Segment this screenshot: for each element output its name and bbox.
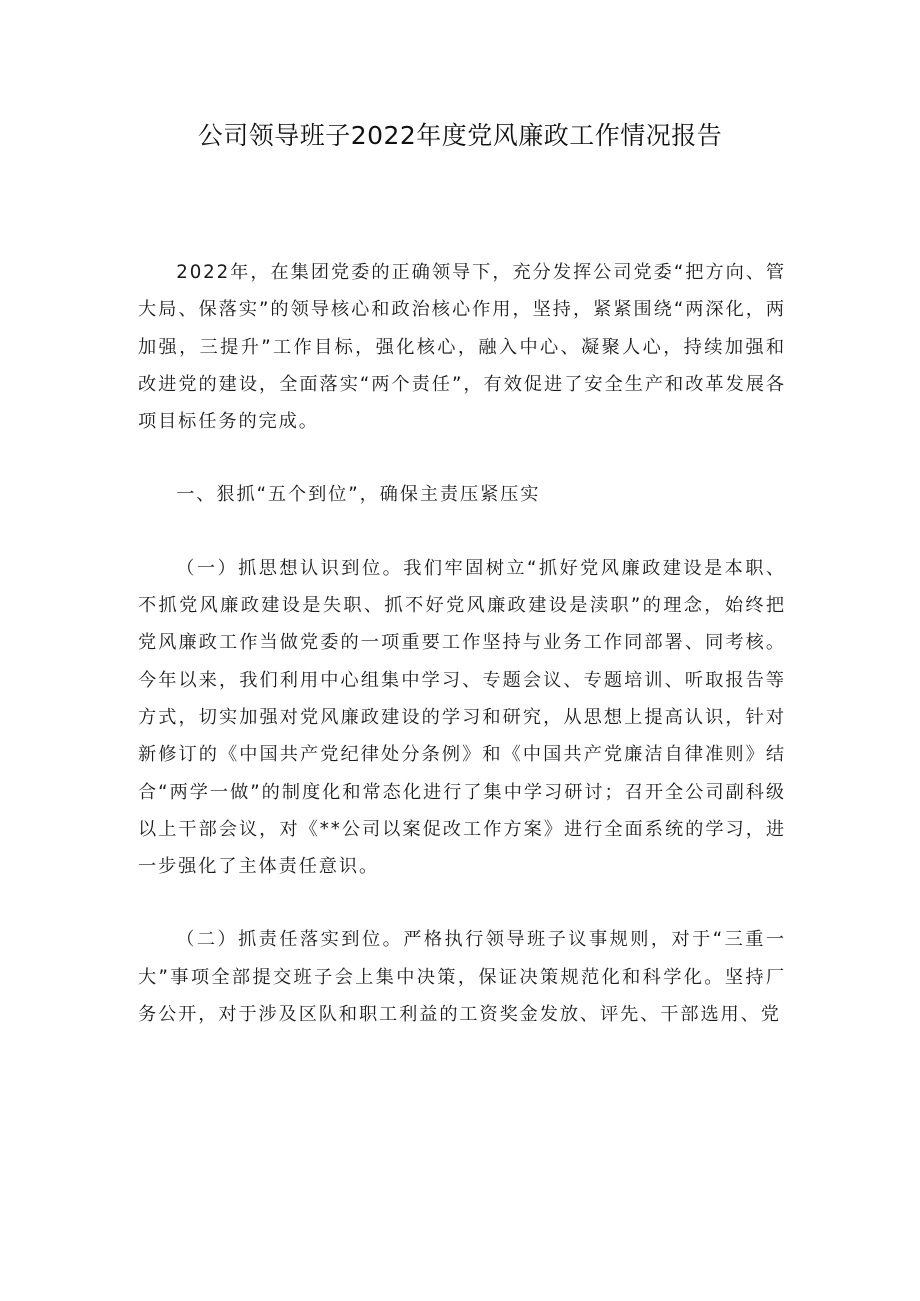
subsection-paragraph-1: （一）抓思想认识到位。我们牢固树立“抓好党风廉政建设是本职、不抓党风廉政建设是失职、抓不好党风廉政建设是渎职”的理念，始终把党风廉政工作当做党委的一项重要工作坚持与业务工作同部署、同考核。今年以来，我们利用中心组集中学习、专题会议、专题培训、听取报告等方式，切实加强对党风廉政建设的学习和研究，从思想上提高认识，针对新修订的《中国共产党纪律处分条例》和《中国共产党廉洁自律准则》结合“两学一做”的制度化和常态化进行了集中学习研讨；召开全公司副科级以上干部会议，对《**公司以案促改工作方案》进行全面系统的学习，进一步强化了主体责任意识。: [138, 557, 786, 878]
document-title: 公司领导班子2022年度党风廉政工作情况报告: [197, 121, 723, 150]
document-body: [138, 254, 786, 1033]
subsection-paragraph-2: （二）抓责任落实到位。严格执行领导班子议事规则，对于“三重一大”事项全部提交班子会上集中决策，保证决策规范化和科学化。坚持厂务公开，对于涉及区队和职工利益的工资奖金发放、评先、干部选用、党: [138, 929, 786, 1026]
section-heading-1: 一、狠抓“五个到位”，确保主责压紧压实: [176, 484, 541, 506]
intro-paragraph: 2022年，在集团党委的正确领导下，充分发挥公司党委“把方向、管大局、保落实”的领导核心和政治核心作用，坚持，紧紧围绕“两深化，两加强，三提升”工作目标，强化核心，融入中心、凝聚人心，持续加强和改进党的建设，全面落实“两个责任”，有效促进了安全生产和改革发展各项目标任务的完成。: [138, 262, 786, 433]
